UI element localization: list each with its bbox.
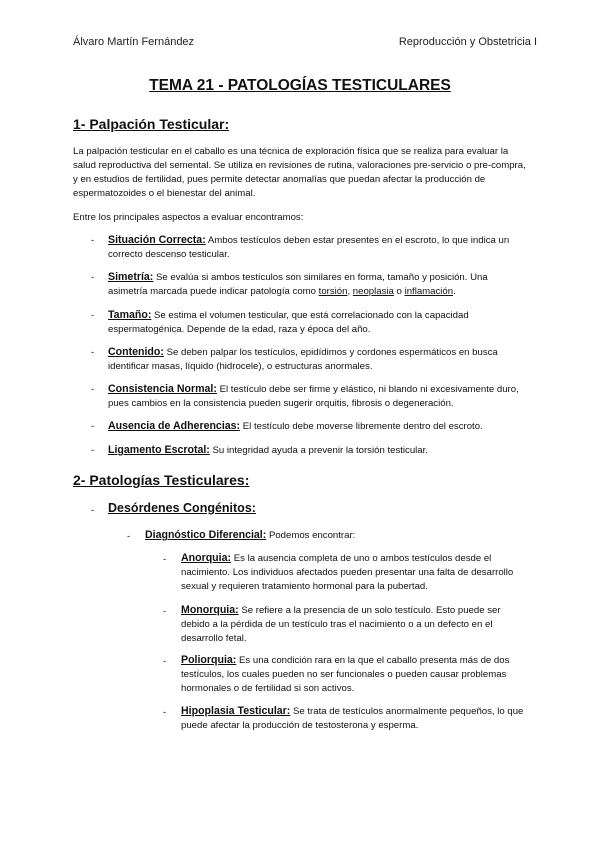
list-bullet: - <box>163 656 167 667</box>
item-term: Simetría: <box>108 271 154 283</box>
list-item-tamano <box>108 308 528 337</box>
list-bullet: - <box>91 310 95 321</box>
list-item-simetria <box>108 270 528 299</box>
diagnostico-diferencial <box>145 528 525 543</box>
page-title: TEMA 21 - PATOLOGÍAS TESTICULARES <box>149 77 451 94</box>
item-text: Su integridad ayuda a prevenir la torsión testicular. <box>212 445 428 456</box>
term-link-neoplasia: neoplasia <box>352 286 394 297</box>
list-bullet: - <box>163 606 167 617</box>
item-term: Hipoplasia Testicular: <box>181 705 291 717</box>
item-term: Situación Correcta: <box>108 234 206 246</box>
item-text: Ambos testículos deben estar presentes en el escroto, lo que indica un correcto descenso testicular. <box>108 235 510 260</box>
section-1-intro: La palpación testicular en el caballo es una técnica de exploración física que se realiza para evaluar la salud reproductiva del semental. Se utiliza en revisiones de rutina, valoraciones pre-servicio o pre-compra, y en estudios de fertilidad, pues permite detectar anomalías que puedan afectar la producción de espermatozoides o el bienestar del animal. <box>73 146 526 199</box>
item-term: Diagnóstico Diferencial: <box>145 529 267 541</box>
list-bullet: - <box>91 505 95 516</box>
item-text: Se estima el volumen testicular, que está correlacionado con la capacidad espermatogénica. Depende de la edad, raza y época del año. <box>108 310 469 335</box>
section-1-lead: Entre los principales aspectos a evaluar encontramos: <box>73 212 304 223</box>
list-bullet: - <box>163 707 167 718</box>
list-bullet: - <box>163 554 167 565</box>
list-item-ligamento <box>108 443 528 458</box>
item-term: Ligamento Escrotal: <box>108 444 210 456</box>
list-bullet: - <box>91 384 95 395</box>
list-item-adherencias <box>108 419 528 434</box>
list-item-anorquia <box>181 551 526 594</box>
item-term: Anorquia: <box>181 552 232 564</box>
item-term: Ausencia de Adherencias: <box>108 420 241 432</box>
item-text: Se deben palpar los testículos, epidídimos y cordones espermáticos en busca identificar masas, líquido (hidrocele), o estructuras anormales. <box>108 347 498 372</box>
list-item-situacion <box>108 233 528 262</box>
item-text: El testículo debe moverse libremente dentro del escroto. <box>242 421 483 432</box>
item-text: Se trata de testículos anormalmente pequeños, lo que puede afectar la producción de testosterona y esperma. <box>181 706 524 731</box>
list-bullet: - <box>91 272 95 283</box>
list-item-poliorquia <box>181 653 526 696</box>
item-term: Monorquia: <box>181 604 239 616</box>
item-term: Poliorquia: <box>181 654 237 666</box>
separator: . <box>453 286 456 297</box>
section-2-heading: 2- Patologías Testiculares: <box>73 472 250 488</box>
header-course: Reproducción y Obstetricia I <box>398 36 537 48</box>
list-bullet: - <box>91 235 95 246</box>
list-item-consistencia <box>108 382 528 411</box>
item-text: Se evalúa si ambos testículos son similares en forma, tamaño y posición. Una asimetría marcada puede indicar patología como <box>108 272 488 297</box>
item-text: Es la ausencia completa de uno o ambos testículos desde el nacimiento. Los individuos afectados pueden presentar una falta de desarrollo sexual y requieren tratamiento hormonal para la pubertad. <box>181 553 514 592</box>
list-bullet: - <box>91 445 95 456</box>
item-text: El testículo debe ser firme y elástico, ni blando ni excesivamente duro, pues cambios en la consistencia pueden sugerir orquitis, fibrosis o degeneración. <box>108 384 519 409</box>
list-item-hipoplasia <box>181 704 526 733</box>
subheading-desordenes: Desórdenes Congénitos: <box>108 501 256 515</box>
item-text: Se refiere a la presencia de un solo testículo. Esto puede ser debido a la pérdida de un testículo tras el nacimiento o a un defecto en el desarrollo fetal. <box>181 605 501 644</box>
list-bullet: - <box>91 421 95 432</box>
item-term: Tamaño: <box>108 309 152 321</box>
list-item-contenido <box>108 345 528 374</box>
list-bullet: - <box>91 347 95 358</box>
separator: o <box>396 286 402 297</box>
term-link-inflamacion: inflamación <box>404 286 454 297</box>
section-1-heading: 1- Palpación Testicular: <box>73 116 230 132</box>
item-term: Contenido: <box>108 346 164 358</box>
list-bullet: - <box>127 531 131 542</box>
header-author: Álvaro Martín Fernández <box>73 36 195 48</box>
term-link-torsion: torsión <box>318 286 348 297</box>
separator: , <box>347 286 351 297</box>
item-text: Podemos encontrar: <box>268 530 356 541</box>
list-item-monorquia <box>181 603 526 646</box>
item-term: Consistencia Normal: <box>108 383 217 395</box>
item-text: Es una condición rara en la que el caballo presenta más de dos testículos, los cuales pueden no ser funcionales o pueden causar problemas hormonales o de fertilidad si son activos. <box>181 655 510 694</box>
